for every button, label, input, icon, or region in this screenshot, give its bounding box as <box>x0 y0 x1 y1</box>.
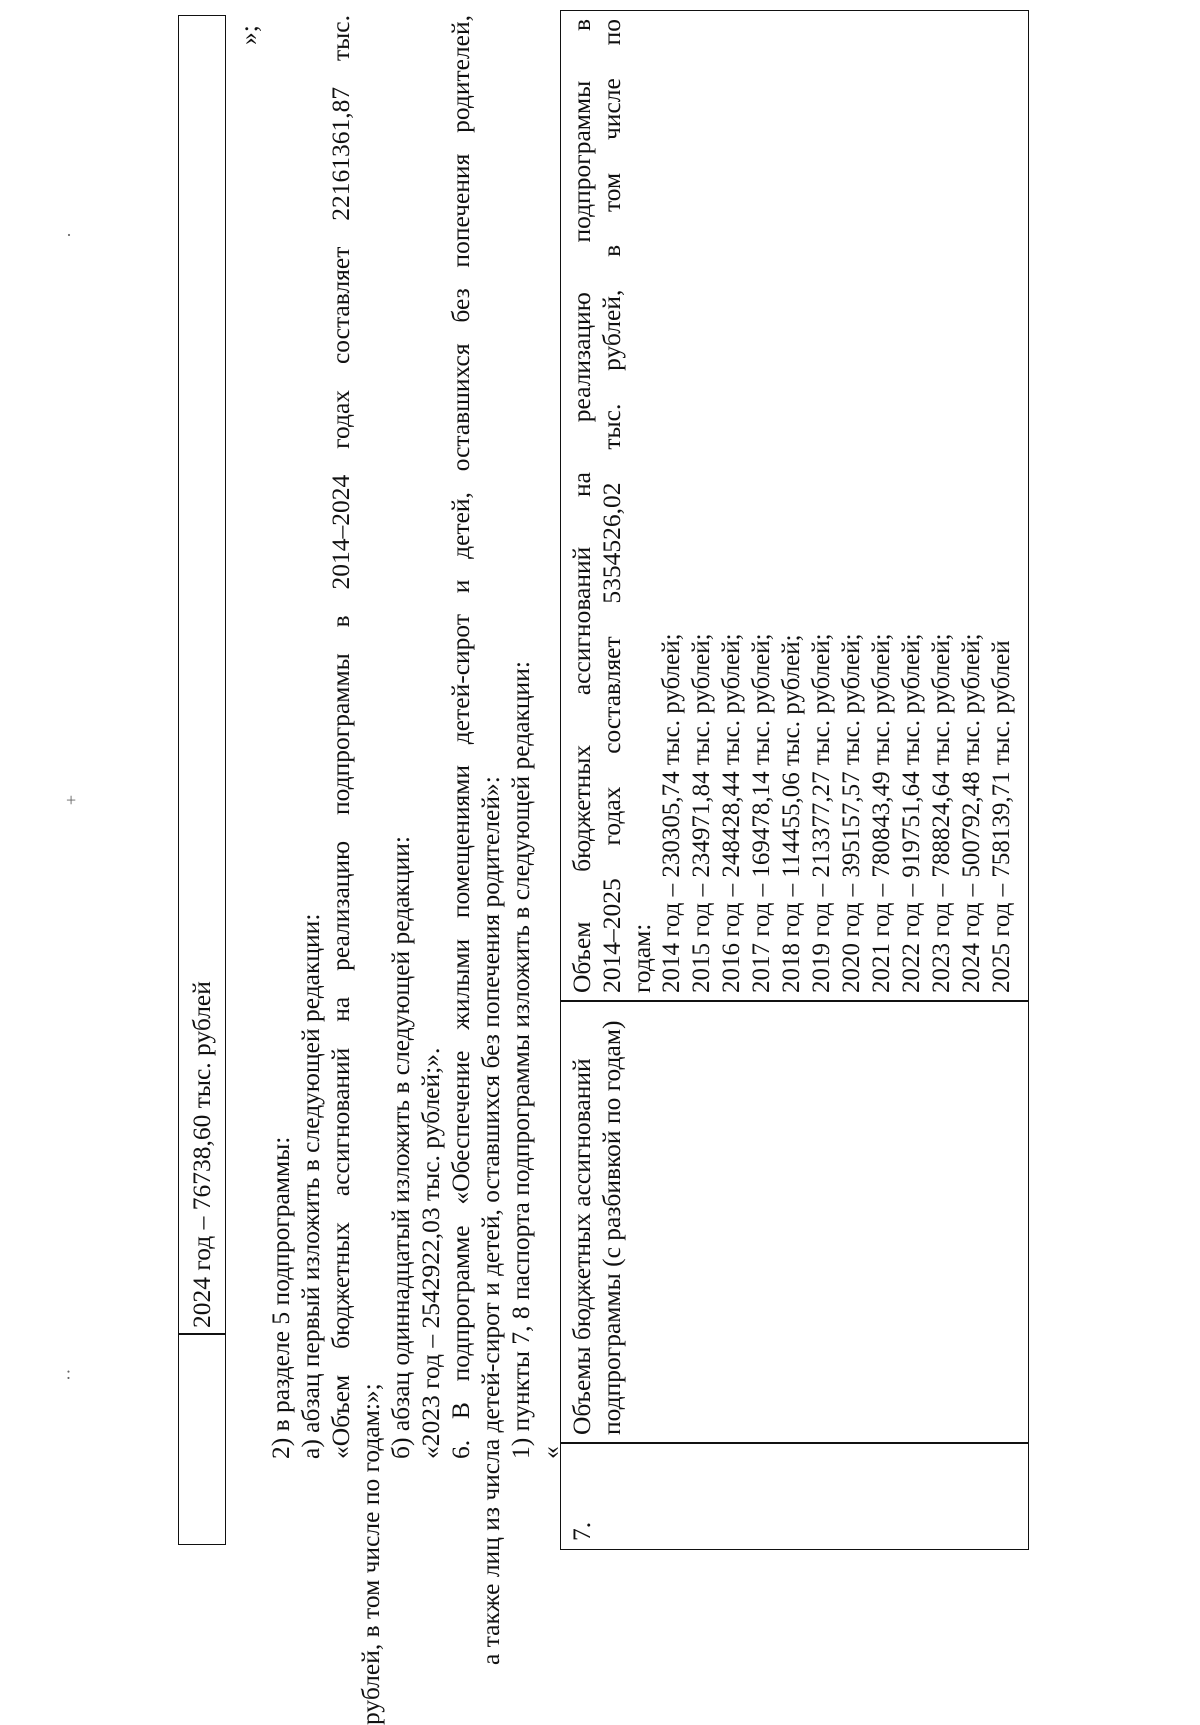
year-line: 2020 год – 395157,57 тыс. рублей; <box>838 633 865 993</box>
year-line: 2023 год – 788824,64 тыс. рублей; <box>928 633 955 993</box>
row-number: 7. <box>567 1521 596 1541</box>
scan-speck: + <box>66 790 77 810</box>
year-line: 2016 год – 248428,44 тыс. рублей; <box>718 633 745 993</box>
year-line: 2015 год – 234971,84 тыс. рублей; <box>688 633 715 993</box>
scan-speck: : <box>66 1363 72 1383</box>
year-line: 2014 год – 230305,74 тыс. рублей; <box>658 633 685 993</box>
paragraph-b: б) абзац одиннадцатый изложить в следующей редакции: <box>386 836 415 1459</box>
row-label-line-1: Объемы бюджетных ассигнований <box>567 1058 596 1435</box>
year-line: 2018 год – 114455,06 тыс. рублей; <box>778 634 805 993</box>
year-line: 2017 год – 169478,14 тыс. рублей; <box>748 633 775 993</box>
content-line-1: Объем бюджетных ассигнований на реализацию подпрограммы в <box>567 19 596 993</box>
row-label-line-2: подпрограммы (с разбивкой по годам) <box>597 1020 626 1435</box>
content-line-2: 2014–2025 годах составляет 5354526,02 тыс. рублей, в том числе по <box>597 19 626 993</box>
paragraph-1: 1) пункты 7, 8 паспорта подпрограммы изложить в следующей редакции: <box>506 661 535 1459</box>
top-table-year-2024: 2024 год – 76738,60 тыс. рублей <box>187 981 216 1328</box>
quote-line-1: «Объем бюджетных ассигнований на реализацию подпрограммы в 2014–2024 годах составляет 22161361,87 тыс. <box>326 15 355 1459</box>
content-line-3: годам: <box>627 923 656 993</box>
paragraph-6-line-2: а также лиц из числа детей-сирот и детей, оставшихся без попечения родителей»: <box>476 776 505 1665</box>
top-table-cell-empty <box>178 1333 226 1545</box>
scan-speck: · <box>66 225 72 245</box>
paragraph-section-5: 2) в разделе 5 подпрограммы: <box>266 1136 295 1459</box>
document-page <box>178 15 1200 1725</box>
year-line: 2021 год – 780843,49 тыс. рублей; <box>868 633 895 993</box>
quote-line-2: рублей, в том числе по годам:»; <box>356 1383 385 1725</box>
paragraph-a: а) абзац первый изложить в следующей редакции: <box>296 913 325 1459</box>
closing-quote: »; <box>234 25 263 45</box>
bottom-table-cell-label <box>560 1000 1029 1444</box>
opening-quote: « <box>536 1446 565 1459</box>
year-line: 2022 год – 919751,64 тыс. рублей; <box>898 633 925 993</box>
year-line: 2024 год – 500792,48 тыс. рублей; <box>958 633 985 993</box>
bottom-table-cell-content <box>560 10 1029 1002</box>
bottom-table-cell-number <box>560 1442 1029 1550</box>
top-table-cell-value <box>178 15 226 1335</box>
year-line: 2025 год – 758139,71 тыс. рублей <box>988 640 1015 993</box>
paragraph-6-line-1: 6. В подпрограмме «Обеспечение жилыми помещениями детей-сирот и детей, оставшихся без попечения родителей, <box>446 15 475 1459</box>
year-line: 2019 год – 213377,27 тыс. рублей; <box>808 633 835 993</box>
year-breakdown-list <box>657 633 1017 993</box>
paragraph-b-value: «2023 год – 2542922,03 тыс. рублей;». <box>416 1047 445 1459</box>
